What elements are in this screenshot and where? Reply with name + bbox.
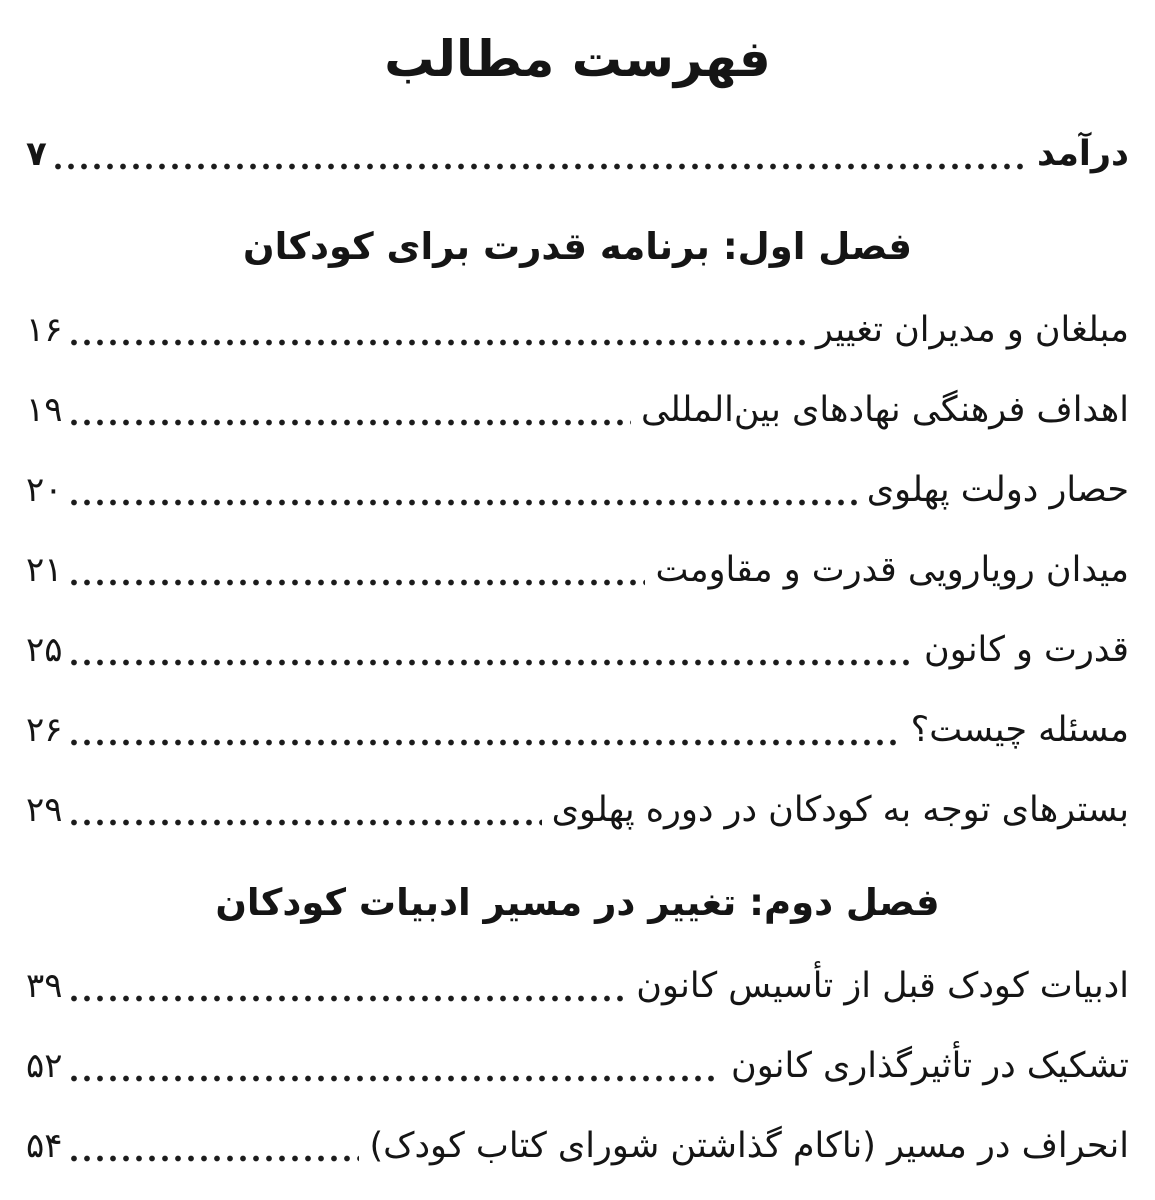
dot-leader <box>70 418 631 427</box>
entry-label: حصار دولت پهلوی <box>866 469 1129 510</box>
dot-leader <box>70 994 627 1003</box>
toc-entry <box>26 610 1129 690</box>
toc-entry <box>26 1106 1129 1186</box>
dot-leader <box>54 162 1027 171</box>
entry-label: میدان رویارویی قدرت و مقاومت <box>655 549 1129 590</box>
dot-leader <box>70 818 542 827</box>
entry-label: بسترهای توجه به کودکان در دوره پهلوی <box>551 789 1129 830</box>
dot-leader <box>70 1154 360 1163</box>
entry-label: انحراف در مسیر (ناکام گذاشتن شورای کتاب کودک) <box>369 1125 1129 1166</box>
chapter-heading-1: فصل اول: برنامه قدرت برای کودکان <box>242 224 913 268</box>
toc-entry <box>26 770 1129 850</box>
page-number: ۲۰ <box>26 469 63 510</box>
entry-label: اهداف فرهنگی نهادهای بین‌المللی <box>640 389 1129 430</box>
entry-label: قدرت و کانون <box>924 629 1129 670</box>
dot-leader <box>70 738 901 747</box>
entry-label: تشکیک در تأثیرگذاری کانون <box>731 1045 1129 1086</box>
page-number: ۷ <box>26 133 47 174</box>
page-number: ۲۵ <box>26 629 63 670</box>
dot-leader <box>70 1074 721 1083</box>
page-number: ۱۶ <box>26 309 63 350</box>
entry-label: مسئله چیست؟ <box>910 709 1129 750</box>
dot-leader <box>70 338 806 347</box>
page-number: ۱۹ <box>26 389 63 430</box>
entry-label: درآمد <box>1037 133 1129 174</box>
chapter-heading-2: فصل دوم: تغییر در مسیر ادبیات کودکان <box>215 880 940 924</box>
toc-entry <box>26 370 1129 450</box>
dot-leader <box>70 578 646 587</box>
toc-entry <box>26 690 1129 770</box>
toc-entry <box>26 1026 1129 1106</box>
toc-entry <box>26 946 1129 1026</box>
toc-entry <box>26 530 1129 610</box>
dot-leader <box>70 498 857 507</box>
page-number: ۲۱ <box>26 549 63 590</box>
page-number: ۳۹ <box>26 965 63 1006</box>
entry-label: ادبیات کودک قبل از تأسیس کانون <box>636 965 1129 1006</box>
toc-entry <box>26 450 1129 530</box>
toc-entry <box>26 290 1129 370</box>
page-number: ۲۶ <box>26 709 63 750</box>
page-number: ۵۴ <box>26 1125 63 1166</box>
page-title: فهرست مطالب <box>384 30 771 88</box>
dot-leader <box>70 658 915 667</box>
entry-label: مبلغان و مدیران تغییر <box>815 309 1129 350</box>
page-number: ۵۲ <box>26 1045 63 1086</box>
toc-entry-intro <box>26 114 1129 194</box>
page-number: ۲۹ <box>26 789 63 830</box>
